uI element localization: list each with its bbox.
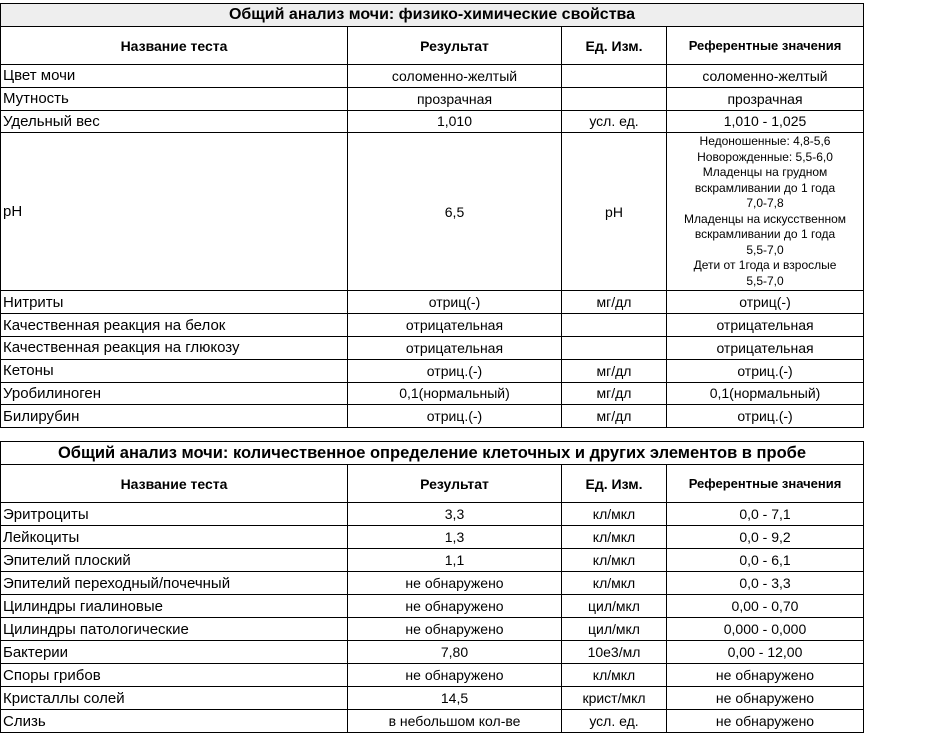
test-ref: 1,010 - 1,025 <box>667 110 864 133</box>
test-ref: 0,0 - 6,1 <box>667 549 864 572</box>
test-result: не обнаружено <box>348 664 562 687</box>
ph-result: 6,5 <box>348 133 562 291</box>
test-name: Лейкоциты <box>1 526 348 549</box>
table-row <box>1 314 864 337</box>
test-result: отрицательная <box>348 336 562 359</box>
test-ref: соломенно-желтый <box>667 65 864 88</box>
test-result: не обнаружено <box>348 595 562 618</box>
test-ref: 0,0 - 7,1 <box>667 503 864 526</box>
header-unit: Ед. Изм. <box>562 465 667 503</box>
test-ref: 0,0 - 9,2 <box>667 526 864 549</box>
test-result: 1,3 <box>348 526 562 549</box>
ph-ref-line: Недоношенные: 4,8-5,6 <box>699 134 831 149</box>
test-result: не обнаружено <box>348 572 562 595</box>
test-name: Бактерии <box>1 641 348 664</box>
table-row <box>1 87 864 110</box>
test-ref: 0,00 - 12,00 <box>667 641 864 664</box>
header-name: Название теста <box>1 465 348 503</box>
table-row <box>1 687 864 710</box>
test-ref: отрицательная <box>667 314 864 337</box>
ph-ref-line: Младенцы на грудном <box>702 165 828 180</box>
ph-ref-line: 5,5-7,0 <box>746 242 784 257</box>
ph-row <box>1 133 864 291</box>
test-name: Качественная реакция на белок <box>1 314 348 337</box>
test-name: Уробилиноген <box>1 382 348 405</box>
test-unit: кл/мкл <box>562 526 667 549</box>
test-name: Цилиндры патологические <box>1 618 348 641</box>
test-result: 14,5 <box>348 687 562 710</box>
ph-ref-values <box>667 133 864 291</box>
ph-ref-line: Младенцы на искусственном <box>684 211 846 226</box>
test-ref: 0,0 - 3,3 <box>667 572 864 595</box>
test-ref: отриц.(-) <box>667 359 864 382</box>
test-unit: кл/мкл <box>562 572 667 595</box>
test-name: Эпителий переходный/почечный <box>1 572 348 595</box>
test-name: Цвет мочи <box>1 65 348 88</box>
test-name: Нитриты <box>1 291 348 314</box>
header-ref: Референтные значения <box>667 27 864 65</box>
test-ref: не обнаружено <box>667 710 864 733</box>
table-row <box>1 359 864 382</box>
test-name: Удельный вес <box>1 110 348 133</box>
test-result: соломенно-желтый <box>348 65 562 88</box>
table-row <box>1 336 864 359</box>
header-name: Название теста <box>1 27 348 65</box>
ph-ref-line: вскрамливании до 1 года <box>694 227 836 242</box>
test-result: отриц.(-) <box>348 359 562 382</box>
test-name: Кристаллы солей <box>1 687 348 710</box>
test-unit: усл. ед. <box>562 110 667 133</box>
test-result: в небольшом кол-ве <box>348 710 562 733</box>
test-ref: отриц(-) <box>667 291 864 314</box>
header-result: Результат <box>348 465 562 503</box>
test-name: Слизь <box>1 710 348 733</box>
ph-ref-line: 7,0-7,8 <box>746 196 784 211</box>
test-ref: не обнаружено <box>667 687 864 710</box>
test-name: Кетоны <box>1 359 348 382</box>
test-ref: прозрачная <box>667 87 864 110</box>
test-name: Билирубин <box>1 405 348 428</box>
test-unit <box>562 314 667 337</box>
header-result: Результат <box>348 27 562 65</box>
test-result: 7,80 <box>348 641 562 664</box>
test-unit <box>562 65 667 88</box>
test-ref: отрицательная <box>667 336 864 359</box>
test-unit: кл/мкл <box>562 503 667 526</box>
test-unit: усл. ед. <box>562 710 667 733</box>
test-unit: цил/мкл <box>562 618 667 641</box>
section2-header-row <box>1 465 864 503</box>
test-name: Качественная реакция на глюкозу <box>1 336 348 359</box>
test-name: Цилиндры гиалиновые <box>1 595 348 618</box>
test-name: Эритроциты <box>1 503 348 526</box>
test-unit: мг/дл <box>562 291 667 314</box>
test-ref: 0,00 - 0,70 <box>667 595 864 618</box>
elements-table <box>0 441 864 733</box>
test-unit <box>562 87 667 110</box>
ph-ref-line: 5,5-7,0 <box>746 273 784 288</box>
test-unit: цил/мкл <box>562 595 667 618</box>
physchem-table <box>0 3 864 428</box>
test-result: отриц.(-) <box>348 405 562 428</box>
test-unit: 10е3/мл <box>562 641 667 664</box>
table-row <box>1 503 864 526</box>
table-row <box>1 641 864 664</box>
table-row <box>1 664 864 687</box>
test-ref: 0,1(нормальный) <box>667 382 864 405</box>
test-name: Эпителий плоский <box>1 549 348 572</box>
test-result: 0,1(нормальный) <box>348 382 562 405</box>
test-name: Споры грибов <box>1 664 348 687</box>
test-result: 1,1 <box>348 549 562 572</box>
test-result: 3,3 <box>348 503 562 526</box>
table-row <box>1 382 864 405</box>
ph-name: pH <box>1 133 348 291</box>
table-row <box>1 618 864 641</box>
table-row <box>1 65 864 88</box>
header-ref: Референтные значения <box>667 465 864 503</box>
ph-ref-line: Новорожденные: 5,5-6,0 <box>697 149 833 164</box>
table-row <box>1 526 864 549</box>
test-unit: мг/дл <box>562 359 667 382</box>
test-unit: мг/дл <box>562 382 667 405</box>
table-row <box>1 405 864 428</box>
table-row <box>1 595 864 618</box>
test-unit <box>562 336 667 359</box>
ph-unit: pH <box>562 133 667 291</box>
test-unit: мг/дл <box>562 405 667 428</box>
section1-header-row <box>1 27 864 65</box>
test-result: отриц(-) <box>348 291 562 314</box>
test-result: не обнаружено <box>348 618 562 641</box>
ph-ref-line: Дети от 1года и взрослые <box>693 258 837 273</box>
test-result: отрицательная <box>348 314 562 337</box>
test-ref: 0,000 - 0,000 <box>667 618 864 641</box>
header-unit: Ед. Изм. <box>562 27 667 65</box>
test-result: прозрачная <box>348 87 562 110</box>
table-row <box>1 110 864 133</box>
ph-ref-line: вскрамливании до 1 года <box>694 180 836 195</box>
table-row <box>1 549 864 572</box>
test-unit: кл/мкл <box>562 549 667 572</box>
test-unit: кл/мкл <box>562 664 667 687</box>
section1-title: Общий анализ мочи: физико-химические свойства <box>1 4 864 27</box>
test-ref: не обнаружено <box>667 664 864 687</box>
section2-title: Общий анализ мочи: количественное определение клеточных и других элементов в пробе <box>1 442 864 465</box>
table-row <box>1 291 864 314</box>
table-row <box>1 572 864 595</box>
test-name: Мутность <box>1 87 348 110</box>
test-unit: крист/мкл <box>562 687 667 710</box>
test-ref: отриц.(-) <box>667 405 864 428</box>
table-row <box>1 710 864 733</box>
test-result: 1,010 <box>348 110 562 133</box>
